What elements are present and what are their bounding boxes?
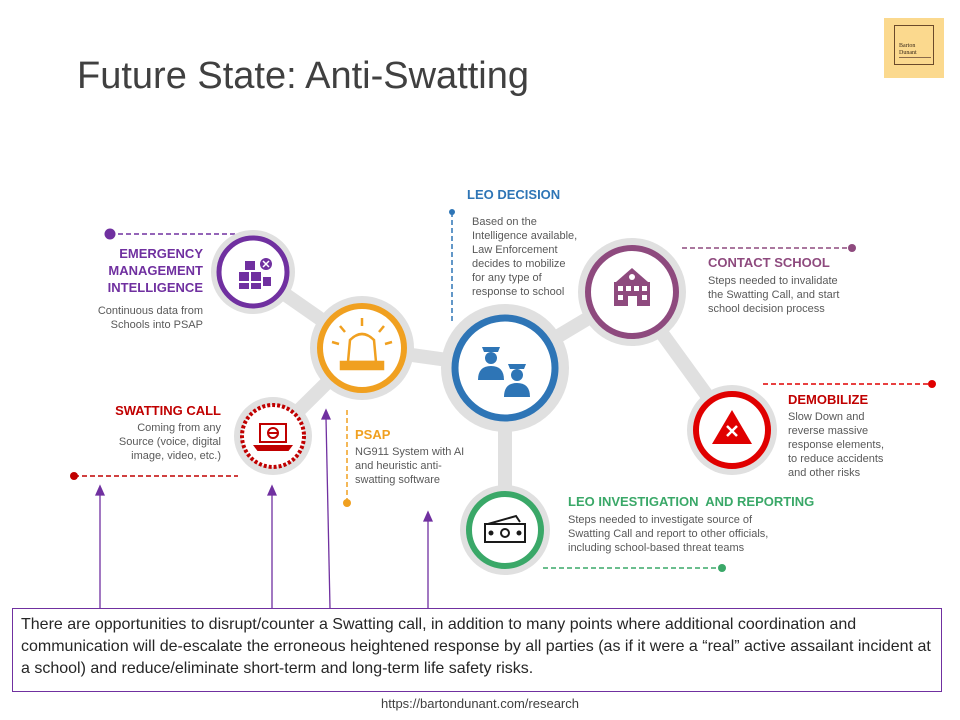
investigation-desc-line-2: Swatting Call and report to other officials, — [568, 528, 769, 540]
swatting-description — [60, 421, 221, 463]
demobilize-description — [788, 410, 913, 480]
emergency-heading-line-1: EMERGENCY — [119, 246, 203, 261]
arrow-3-head — [322, 410, 330, 419]
node-leo-circle — [455, 318, 555, 418]
emergency-heading-line-2: MANAGEMENT — [108, 263, 203, 278]
dot-demobilize — [928, 380, 936, 388]
leo-desc-line-3: Law Enforcement — [472, 244, 558, 256]
contact-school-description — [708, 274, 868, 316]
node-psap — [310, 296, 414, 400]
investigation-desc-line-1: Steps needed to investigate source of — [568, 514, 753, 526]
dot-school — [848, 244, 856, 252]
emergency-desc-line-2: Schools into PSAP — [110, 319, 203, 331]
demobilize-desc-line-3: response elements, — [788, 439, 884, 451]
leo-desc-line-4: decides to mobilize — [472, 258, 566, 270]
arrow-4-head — [424, 512, 432, 521]
psap-heading: PSAP — [355, 427, 391, 442]
contact-school-heading: CONTACT SCHOOL — [708, 255, 830, 270]
arrow-2-head — [268, 486, 276, 495]
emergency-description — [60, 304, 203, 332]
demobilize-desc-line-2: reverse massive — [788, 425, 869, 437]
leo-decision-description — [472, 215, 597, 299]
logo-line-1: Barton — [899, 43, 916, 49]
summary-note-box: There are opportunities to disrupt/counter a Swatting call, in addition to many points where additional coordination and communication will de-escalate the erroneous heightened response by all parties (as if it were a “real” active assailant incident at a school) and reduce/eliminate short-term and long-term life safety risks. — [12, 608, 942, 692]
demobilize-heading: DEMOBILIZE — [788, 392, 869, 407]
investigation-description — [568, 513, 828, 555]
dot-emergency — [105, 229, 116, 240]
psap-desc-line-2: and heuristic anti- — [355, 460, 442, 472]
dot-swatting — [70, 472, 78, 480]
leo-desc-line-5: for any type of — [472, 272, 542, 284]
arrow-3 — [326, 418, 330, 608]
node-emergency — [211, 230, 295, 314]
node-swatting — [234, 397, 312, 475]
swatting-desc-line-2: Source (voice, digital — [118, 436, 221, 448]
school-desc-line-1: Steps needed to invalidate — [708, 275, 838, 287]
demobilize-desc-line-1: Slow Down and — [788, 411, 865, 423]
dot-leo — [449, 209, 455, 215]
school-desc-line-3: school decision process — [708, 303, 825, 315]
dot-psap — [343, 499, 351, 507]
psap-desc-line-1: NG911 System with AI — [355, 446, 465, 458]
swatting-desc-line-3: image, video, etc.) — [131, 450, 221, 462]
leo-decision-heading: LEO DECISION — [467, 187, 561, 202]
node-investigation — [460, 485, 550, 575]
leo-desc-line-2: Intelligence available, — [472, 230, 578, 242]
emergency-desc-line-1: Continuous data from — [97, 305, 203, 317]
demobilize-desc-line-4: to reduce accidents — [788, 453, 884, 465]
page-title: Future State: Anti-Swatting — [77, 55, 530, 97]
investigation-desc-line-3: including school-based threat teams — [568, 542, 745, 554]
emergency-heading-line-3: INTELLIGENCE — [107, 280, 203, 295]
leo-desc-line-6: response to school — [472, 286, 565, 298]
swatting-desc-line-1: Coming from any — [137, 422, 221, 434]
leo-desc-line-1: Based on the — [472, 216, 537, 228]
psap-description — [355, 445, 495, 487]
node-demobilize — [687, 385, 777, 475]
demobilize-desc-line-5: and other risks — [788, 467, 861, 479]
emergency-heading — [60, 245, 203, 296]
node-swatting-circle — [242, 405, 304, 467]
psap-desc-line-3: swatting software — [355, 474, 440, 486]
arrow-1-head — [96, 486, 104, 495]
school-desc-line-2: the Swatting Call, and start — [708, 289, 840, 301]
dot-investigation — [718, 564, 726, 572]
investigation-heading: LEO INVESTIGATION AND REPORTING — [568, 494, 815, 509]
footer-url[interactable]: https://bartondunant.com/research — [380, 696, 579, 711]
node-leo-decision — [441, 304, 569, 432]
logo-line-2: Dunant — [899, 50, 917, 56]
swatting-heading: SWATTING CALL — [115, 403, 221, 418]
laptop-icon — [255, 424, 291, 450]
